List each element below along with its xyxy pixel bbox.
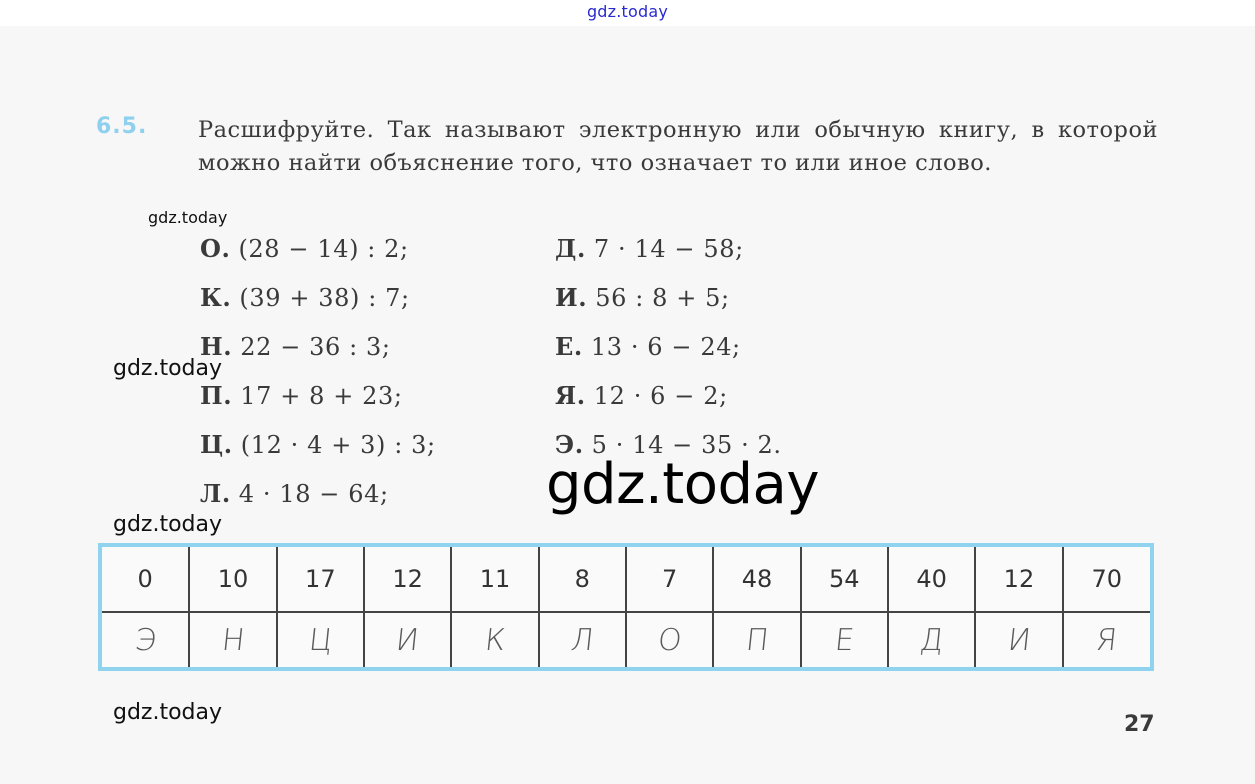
handwritten-letter: Н	[219, 622, 247, 658]
expression-letter: Е.	[555, 332, 583, 361]
cipher-letter-cell	[189, 612, 276, 667]
cipher-number-cell: 54	[801, 547, 888, 612]
cipher-letter-cell	[364, 612, 451, 667]
expression-letter: Я.	[555, 381, 586, 410]
cipher-number-cell: 12	[975, 547, 1062, 612]
expression-e	[555, 332, 741, 361]
cipher-number-cell: 48	[713, 547, 800, 612]
cipher-number-cell: 70	[1063, 547, 1150, 612]
handwritten-letter: Л	[569, 622, 596, 658]
cipher-letter-cell	[102, 612, 189, 667]
cipher-letter-cell	[888, 612, 975, 667]
cipher-letter-cell	[713, 612, 800, 667]
watermark-bottom: gdz.today	[113, 700, 223, 725]
cipher-letters-row	[102, 612, 1150, 667]
expression-ts	[200, 430, 436, 459]
cipher-letter-cell	[539, 612, 626, 667]
handwritten-letter: К	[483, 622, 507, 658]
cipher-letter-cell	[1063, 612, 1150, 667]
handwritten-letter: Ц	[306, 622, 334, 658]
cipher-letter-cell	[975, 612, 1062, 667]
cipher-letter-cell	[277, 612, 364, 667]
expression-letter: Э.	[555, 430, 584, 459]
cipher-number-cell: 11	[451, 547, 538, 612]
watermark-small: gdz.today	[148, 208, 228, 227]
expression-k	[200, 283, 410, 312]
cipher-table-frame	[98, 543, 1154, 671]
top-watermark-bar	[0, 0, 1255, 26]
handwritten-letter: Э	[132, 622, 158, 658]
cipher-number-cell: 0	[102, 547, 189, 612]
cipher-numbers-row	[102, 547, 1150, 612]
expression-value: 56 : 8 + 5;	[595, 284, 730, 312]
watermark-big: gdz.today	[546, 452, 820, 517]
handwritten-letter: Е	[832, 622, 856, 658]
expression-letter: Л.	[200, 479, 231, 508]
handwritten-letter: П	[743, 622, 771, 658]
expression-value: 7 · 14 − 58;	[593, 235, 744, 263]
task-number: 6.5.	[96, 114, 148, 139]
expression-i	[555, 283, 730, 312]
cipher-number-cell: 12	[364, 547, 451, 612]
expression-l	[200, 479, 389, 508]
page-number: 27	[1124, 712, 1155, 737]
cipher-table	[102, 547, 1150, 667]
cipher-number-cell: 40	[888, 547, 975, 612]
expression-letter: П.	[200, 381, 233, 410]
expression-letter: Н.	[200, 332, 233, 361]
cipher-letter-cell	[451, 612, 538, 667]
expression-letter: Ц.	[200, 430, 233, 459]
expression-p	[200, 381, 403, 410]
handwritten-letter: О	[655, 622, 684, 658]
cipher-number-cell: 8	[539, 547, 626, 612]
expression-value: 17 + 8 + 23;	[240, 382, 403, 410]
handwritten-letter: И	[394, 622, 421, 658]
expression-n	[200, 332, 391, 361]
watermark-mid-1: gdz.today	[113, 356, 223, 381]
expression-letter: И.	[555, 283, 588, 312]
handwritten-letter: Я	[1094, 622, 1120, 658]
expression-value: 5 · 14 − 35 · 2.	[591, 431, 782, 459]
expression-value: (39 + 38) : 7;	[239, 284, 410, 312]
expression-value: 22 − 36 : 3;	[240, 333, 391, 361]
expression-value: 12 · 6 − 2;	[593, 382, 728, 410]
watermark-mid-2: gdz.today	[113, 512, 223, 537]
expression-letter: О.	[200, 234, 231, 263]
cipher-number-cell: 17	[277, 547, 364, 612]
expression-letter: К.	[200, 283, 232, 312]
top-watermark: gdz.today	[586, 2, 669, 21]
expression-o	[200, 234, 409, 263]
expression-ya	[555, 381, 728, 410]
task-text: Расшифруйте. Так называют электронную или обычную книгу, в которой можно найти объяснение того, что означает то или иное слово.	[198, 117, 1158, 176]
expression-value: 4 · 18 − 64;	[238, 480, 389, 508]
expression-value: (12 · 4 + 3) : 3;	[240, 431, 436, 459]
handwritten-letter: И	[1005, 622, 1033, 658]
expression-d	[555, 234, 744, 263]
cipher-number-cell: 7	[626, 547, 713, 612]
expression-value: 13 · 6 − 24;	[590, 333, 741, 361]
expression-value: (28 − 14) : 2;	[238, 235, 409, 263]
cipher-letter-cell	[626, 612, 713, 667]
handwritten-letter: Д	[918, 622, 946, 658]
expression-letter: Д.	[555, 234, 586, 263]
cipher-letter-cell	[801, 612, 888, 667]
cipher-number-cell: 10	[189, 547, 276, 612]
